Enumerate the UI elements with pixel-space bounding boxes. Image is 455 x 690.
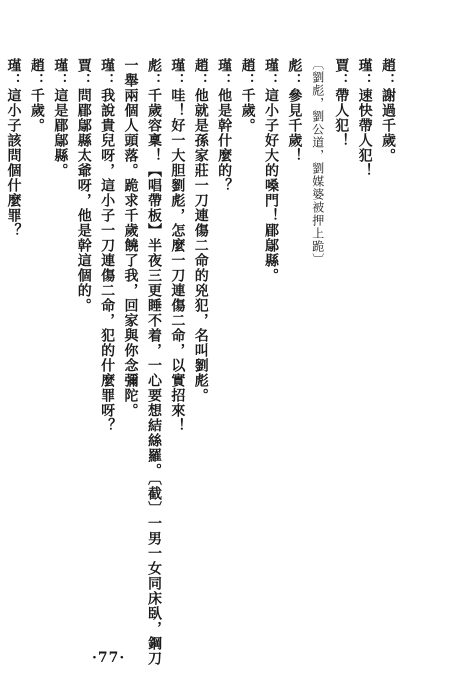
script-line	[165, 58, 188, 618]
script-line	[376, 58, 399, 618]
speech-text: 參見千歲！	[286, 88, 303, 163]
speaker-label: 賈：	[75, 58, 92, 88]
stage-direction	[305, 58, 328, 618]
script-line	[235, 58, 258, 618]
speech-text: 問郿鄔縣太爺呀，他是幹這個的。	[75, 88, 92, 313]
speaker-label: 趙：	[380, 58, 396, 88]
speech-text: 速快帶人犯！	[356, 88, 373, 178]
script-line	[142, 58, 165, 666]
speech-text: 帶人犯！	[333, 88, 350, 148]
script-line	[71, 58, 94, 618]
script-line	[1, 58, 24, 618]
script-line-continuation	[118, 58, 141, 618]
speaker-label: 趙：	[192, 58, 209, 88]
speech-text: 這小子好大的嗓門！郿鄔縣。	[262, 88, 279, 283]
speaker-label: 趙：	[239, 58, 256, 88]
speech-text: 一舉兩個人頭落。跪求千歲饒了我，回家與你念彌陀。	[122, 58, 139, 418]
page-number: ·77·	[92, 650, 126, 666]
speaker-label: 瑾：	[5, 58, 22, 88]
script-line	[352, 58, 375, 618]
script-line	[212, 58, 235, 618]
speaker-label: 瑾：	[169, 58, 186, 88]
speech-text: 我說貴兒呀，這小子一刀連傷二命，犯的什麼罪呀？	[99, 88, 116, 433]
speech-text: 謝過千歲。	[380, 88, 396, 163]
speech-text: 這是郿鄔縣。	[52, 88, 69, 178]
speech-text: 千歲。	[28, 88, 45, 133]
speaker-label: 瑾：	[52, 58, 69, 88]
speaker-label: 瑾：	[99, 58, 116, 88]
speaker-label: 瑾：	[356, 58, 373, 88]
script-line	[329, 58, 352, 618]
speech-text: 哇！好一大胆劉彪，怎麼一刀連傷二命，以實招來！	[169, 88, 186, 433]
speaker-label: 趙：	[28, 58, 45, 88]
stage-direction-text: 〔劉彪，劉公道，劉媒婆被押上跪〕	[310, 58, 325, 266]
script-line	[48, 58, 71, 618]
script-line	[188, 58, 211, 618]
speaker-label: 彪：	[145, 58, 162, 88]
speech-text: 千歲容稟！【唱帶板】半夜三更睡不着，一心要想結絲羅。〔截〕一男一女同床臥，鋼刀	[145, 88, 162, 666]
speaker-label: 賈：	[333, 58, 350, 88]
speech-text: 他是幹什麼的？	[216, 88, 233, 193]
script-line	[282, 58, 305, 618]
speaker-label: 瑾：	[216, 58, 233, 88]
speech-text: 千歲。	[239, 88, 256, 133]
speaker-label: 瑾：	[262, 58, 279, 88]
speech-text: 他就是孫家莊一刀連傷二命的兇犯，名叫劉彪。	[192, 88, 209, 403]
speech-text: 這小子該問個什麼罪？	[5, 88, 22, 238]
script-line	[95, 58, 118, 618]
script-line	[259, 58, 282, 618]
script-line	[25, 58, 48, 618]
speaker-label: 彪：	[286, 58, 303, 88]
